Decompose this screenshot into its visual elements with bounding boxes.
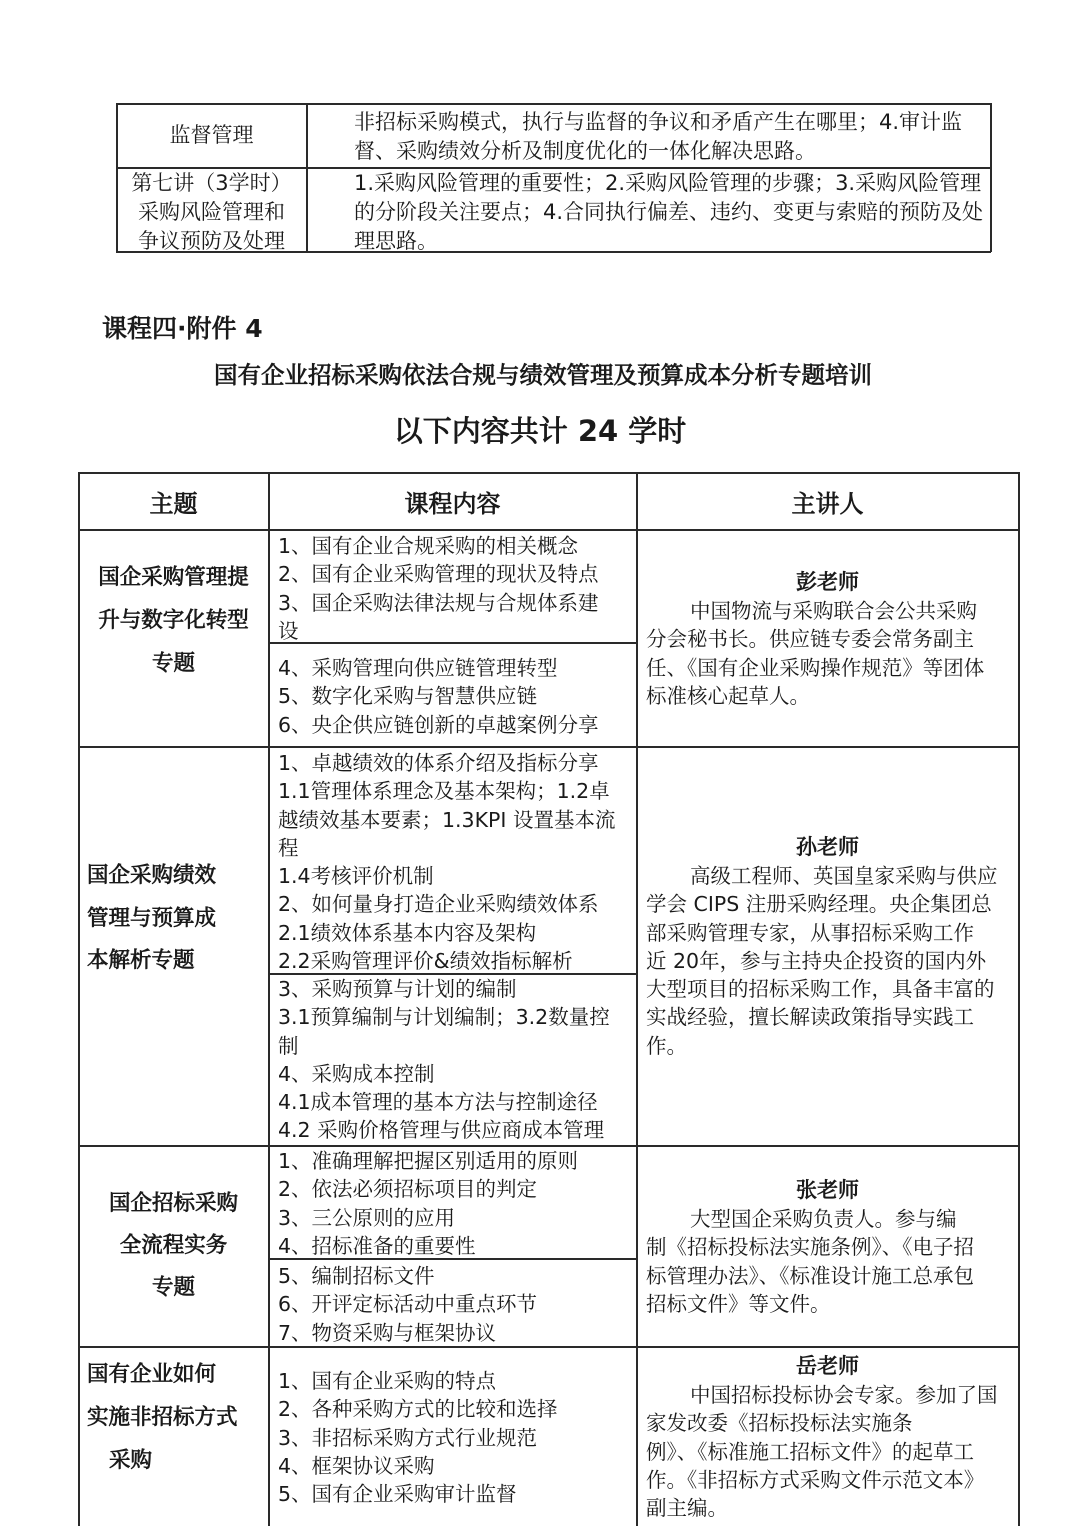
content-line: 1、准确理解把握区别适用的原则 — [278, 1149, 579, 1173]
row3-content-a — [278, 1147, 634, 1260]
bio-line: 招标文件》等文件。 — [646, 1291, 831, 1316]
bio-line: 家发改委《招标投标法实施条 — [646, 1411, 913, 1436]
bio-line: 高级工程师、英国皇家采购与供应 — [690, 864, 998, 888]
topic-line: 专题 — [151, 1275, 195, 1300]
header-topic: 主题 — [149, 489, 198, 518]
row2-content-a — [278, 749, 634, 975]
content-line: 2.1绩效体系基本内容及架构 — [278, 920, 537, 945]
topic-line: 国有企业如何 — [87, 1362, 217, 1387]
content-line: 3、非招标采购方式行业规范 — [278, 1425, 538, 1450]
row2-lecturer-bio — [646, 862, 1012, 1060]
topic-line: 全流程实务 — [119, 1233, 228, 1258]
content-line: 6、开评定标活动中重点环节 — [278, 1292, 538, 1317]
topic-line: 本解析专题 — [87, 948, 195, 973]
topic-line: 升与数字化转型 — [98, 608, 249, 633]
section-title: 国有企业招标采购依法合规与绩效管理及预算成本分析专题培训 — [214, 361, 872, 389]
row1-lecturer-name: 彭老师 — [796, 570, 859, 594]
bio-line: 实战经验，擅长解读政策指导实践工 — [646, 1005, 974, 1030]
topic-line: 第七讲（3学时） — [131, 171, 292, 195]
row3-topic — [79, 1183, 268, 1309]
topic-line: 采购 — [109, 1448, 153, 1473]
topic-line: 实施非招标方式 — [87, 1405, 238, 1430]
content-line: 1、国有企业采购的特点 — [278, 1369, 497, 1393]
bio-line: 作。 — [646, 1033, 687, 1058]
bio-line: 标管理办法》、《标准设计施工总承包 — [646, 1263, 974, 1288]
topic-line: 采购风险管理和 — [138, 200, 285, 224]
bio-line: 中国招标投标协会专家。参加了国 — [690, 1383, 998, 1407]
content-line: 督、采购绩效分析及制度优化的一体化解决思路。 — [354, 139, 816, 163]
bio-line: 中国物流与采购联合会公共采购 — [690, 599, 977, 623]
row1-content-a — [278, 532, 634, 645]
row1-topic — [79, 556, 268, 685]
topic-line: 国企采购管理提 — [98, 565, 249, 590]
row2-lecturer-name: 孙老师 — [796, 835, 859, 859]
content-line: 2、国有企业采购管理的现状及特点 — [278, 562, 599, 587]
content-line: 4、招标准备的重要性 — [278, 1233, 476, 1258]
row4-lecturer-name: 岳老师 — [796, 1354, 859, 1378]
topic-line: 国企招标采购 — [108, 1191, 238, 1216]
bio-line: 大型项目的招标采购工作，具备丰富的 — [646, 977, 995, 1002]
content-line: 1.采购风险管理的重要性；2.采购风险管理的步骤；3.采购风险管理 — [354, 171, 982, 195]
content-line: 5、编制招标文件 — [278, 1264, 435, 1288]
content-line: 2、如何量身打造企业采购绩效体系 — [278, 892, 599, 917]
topic-line: 监督管理 — [169, 123, 254, 147]
bio-line: 制《招标投标法实施条例》、《电子招 — [646, 1235, 974, 1260]
content-line: 5、数字化采购与智慧供应链 — [278, 684, 538, 709]
content-line: 1、卓越绩效的体系介绍及指标分享 — [278, 751, 599, 775]
content-line: 非招标采购模式，执行与监督的争议和矛盾产生在哪里；4.审计监 — [354, 110, 963, 134]
content-line: 4.1成本管理的基本方法与控制途径 — [278, 1090, 598, 1115]
row4-content — [278, 1367, 634, 1508]
content-line: 的分阶段关注要点；4.合同执行偏差、违约、变更与索赔的预防及处 — [354, 200, 984, 224]
bio-line: 学会 CIPS 注册采购经理。央企集团总 — [646, 892, 992, 917]
content-line: 6、央企供应链创新的卓越案例分享 — [278, 712, 599, 737]
row4-topic — [87, 1353, 268, 1482]
content-line: 制 — [278, 1033, 299, 1058]
row2-topic — [87, 855, 268, 983]
bio-line: 例》、《标准施工招标文件》的起草工 — [646, 1439, 974, 1464]
row1-content-b — [278, 654, 634, 739]
content-line: 3、国企采购法律法规与合规体系建 — [278, 590, 599, 615]
bio-line: 部采购管理专家，从事招标采购工作 — [646, 920, 974, 945]
bio-line: 作。《非招标方式采购文件示范文本》 — [646, 1467, 985, 1492]
row3-lecturer-name: 张老师 — [796, 1178, 859, 1202]
topic-line: 争议预防及处理 — [138, 229, 285, 253]
content-line: 1.1管理体系理念及基本架构；1.2卓 — [278, 779, 610, 804]
content-line: 4.2 采购价格管理与供应商成本管理 — [278, 1118, 605, 1143]
content-line: 理思路。 — [354, 229, 438, 253]
row4-lecturer-bio — [646, 1381, 1012, 1522]
bio-line: 标准核心起草人。 — [646, 683, 810, 708]
content-line: 3、采购预算与计划的编制 — [278, 977, 517, 1001]
row3-content-b — [278, 1262, 634, 1347]
header-lecturer: 主讲人 — [791, 489, 864, 518]
section-label: 课程四·附件 4 — [102, 314, 263, 343]
content-line: 程 — [278, 835, 299, 860]
topic-line: 管理与预算成 — [87, 905, 217, 931]
content-line: 3、三公原则的应用 — [278, 1205, 456, 1230]
content-line: 4、框架协议采购 — [278, 1453, 435, 1478]
bio-line: 分会秘书长。供应链专委会常务副主 — [646, 627, 974, 652]
topic-line: 专题 — [151, 651, 195, 676]
header-content: 课程内容 — [404, 489, 501, 518]
content-line: 设 — [278, 618, 299, 643]
bio-line: 任、《国有企业采购操作规范》等团体 — [646, 655, 985, 680]
content-line: 5、国有企业采购审计监督 — [278, 1482, 517, 1507]
content-line: 4、采购成本控制 — [278, 1061, 435, 1086]
bio-line: 近 20年，参与主持央企投资的国内外 — [646, 948, 987, 973]
hours-note: 以下内容共计 24 学时 — [393, 414, 687, 448]
content-line: 2、各种采购方式的比较和选择 — [278, 1397, 558, 1422]
content-line: 1、国有企业合规采购的相关概念 — [278, 534, 579, 558]
content-line: 2.2采购管理评价&绩效指标解析 — [278, 949, 573, 974]
topic-line: 国企采购绩效 — [87, 863, 217, 888]
bio-line: 大型国企采购负责人。参与编 — [690, 1207, 957, 1231]
content-line: 4、采购管理向供应链管理转型 — [278, 656, 558, 680]
row2-content-b — [278, 975, 634, 1145]
content-line: 7、物资采购与框架协议 — [278, 1320, 497, 1345]
content-line: 越绩效基本要素；1.3KPI 设置基本流 — [278, 807, 616, 832]
content-line: 2、依法必须招标项目的判定 — [278, 1177, 538, 1202]
content-line: 1.4考核评价机制 — [278, 864, 434, 889]
row1-lecturer-bio — [646, 597, 1012, 710]
content-line: 3.1预算编制与计划编制；3.2数量控 — [278, 1005, 610, 1030]
row3-lecturer-bio — [646, 1205, 1012, 1318]
bio-line: 副主编。 — [646, 1496, 728, 1521]
